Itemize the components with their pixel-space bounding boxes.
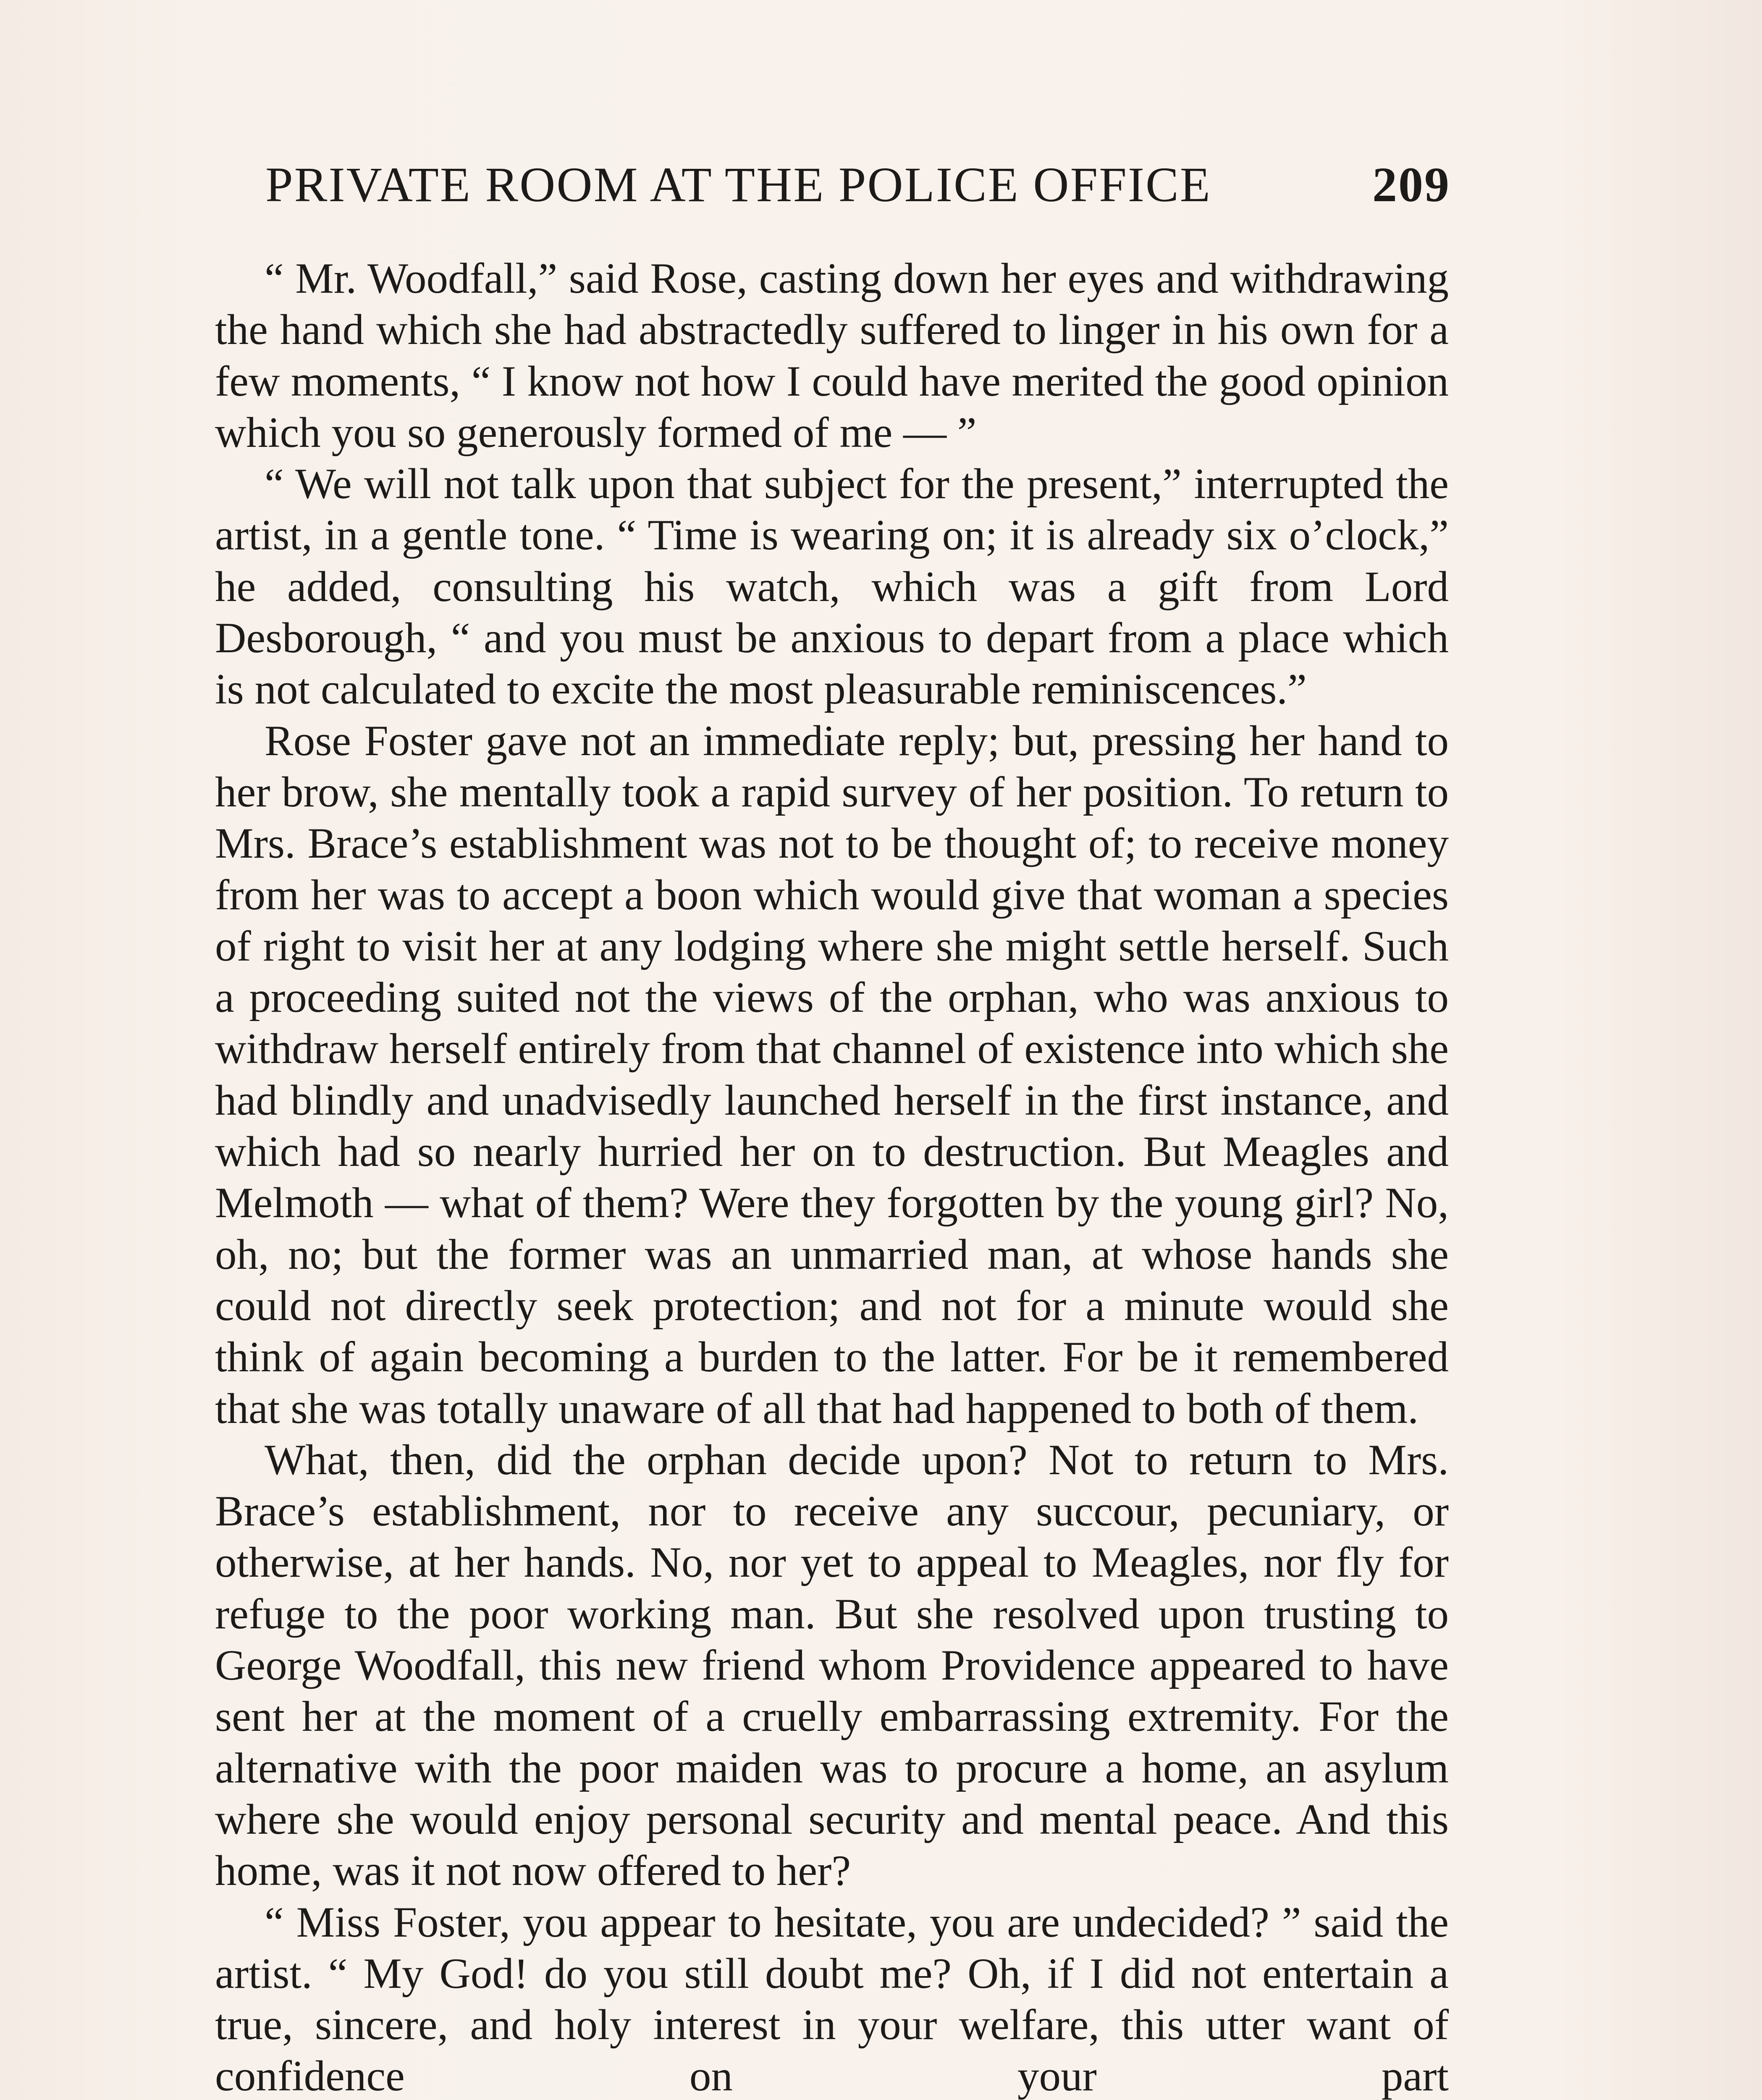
page-number: 209 (1372, 157, 1450, 212)
running-header (265, 156, 1450, 223)
paragraph-miss-foster: “ Miss Foster, you appear to hesitate, you are undecided? ” said the artist. “ My God! do you still doubt me? Oh, if I did not entertain a true, sincere, and holy interest in your welfare, this utter want of confidence on your part (215, 1898, 1449, 2100)
running-title: PRIVATE ROOM AT THE POLICE OFFICE (265, 157, 1211, 212)
paragraph-rose-position: Rose Foster gave not an immediate reply; but, pressing her hand to her brow, she mentally took a rapid survey of her position. To return to Mrs. Brace’s establishment was not to be thought of; to receive money from her was to accept a boon which would give that woman a species of right to visit her at any lodging where she might settle herself. Such a proceeding suited not the views of the orphan, who was anxious to withdraw herself entirely from that channel of existence into which she had blindly and unadvisedly launched herself in the first instance, and which had so nearly hurried her on to destruction. But Meagles and Melmoth — what of them? Were they forgotten by the young girl? No, oh, no; but the former was an unmarried man, at whose hands she could not directly seek protection; and not for a minute would she think of again becoming a burden to the latter. For be it remembered that she was totally unaware of all that had happened to both of them. (215, 717, 1449, 1433)
body-text (215, 253, 1449, 2100)
paragraph-artist-reply: “ We will not talk upon that subject for the present,” interrupted the artist, in a gentle tone. “ Time is wearing on; it is already six o’clock,” he added, consulting his watch, which was a gift from Lord Desborough, “ and you must be anxious to depart from a place which is not calculated to excite the most pleasurable reminiscences.” (215, 460, 1449, 714)
paragraph-woodfall-speech: “ Mr. Woodfall,” said Rose, casting down her eyes and withdrawing the hand which she had abstractedly suffered to linger in his own for a few moments, “ I know not how I could have merited the good opinion which you so generously formed of me — ” (215, 255, 1449, 457)
paragraph-orphan-decision: What, then, did the orphan decide upon? Not to return to Mrs. Brace’s establishment, nor to receive any succour, pecuniary, or otherwise, at her hands. No, nor yet to appeal to Meagles, nor fly for refuge to the poor working man. But she resolved upon trusting to George Woodfall, this new friend whom Providence appeared to have sent her at the moment of a cruelly embarrassing extremity. For the alternative with the poor maiden was to procure a home, an asylum where she would enjoy personal security and mental peace. And this home, was it not now offered to her? (215, 1436, 1449, 1895)
